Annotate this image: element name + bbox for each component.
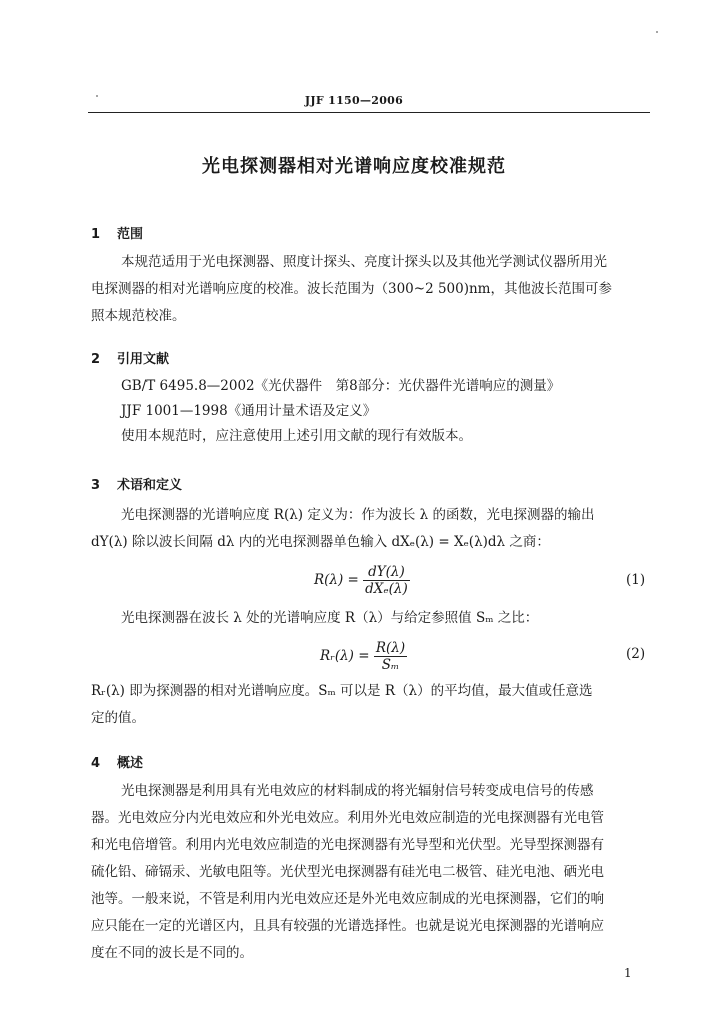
section-3-definition — [91, 502, 651, 556]
section-title: 引用文献 — [117, 352, 170, 367]
section-title: 术语和定义 — [117, 478, 183, 493]
section-number: 2 — [91, 352, 101, 367]
equation-lhs: Rᵣ(λ) = — [320, 648, 370, 664]
section-1-paragraph — [91, 249, 651, 330]
text-line: 度在不同的波长是不同的。 — [91, 945, 253, 961]
equation-1-number: (1) — [626, 572, 646, 588]
text-line: 电探测器的相对光谱响应度的校准。波长范围为（300~2 500)nm，其他波长范围可参 — [91, 281, 612, 297]
text-line: 应只能在一定的光谱区内，且具有较强的光谱选择性。也就是说光电探测器的光谱响应 — [91, 918, 604, 934]
section-number: 4 — [91, 756, 101, 771]
equation-1 — [314, 564, 410, 597]
fraction-numerator: dY(λ) — [363, 564, 410, 581]
text-line: 本规范适用于光电探测器、照度计探头、亮度计探头以及其他光学测试仪器所用光 — [121, 254, 607, 270]
text-line: 和光电倍增管。利用内光电效应制造的光电探测器有光导型和光伏型。光导型探测器有 — [91, 837, 604, 853]
fraction-denominator: dXₑ(λ) — [365, 581, 408, 597]
text-line: 器。光电效应分内光电效应和外光电效应。利用外光电效应制造的光电探测器有光电管 — [91, 810, 604, 826]
text-line: 光电探测器是利用具有光电效应的材料制成的将光辐射信号转变成电信号的传感 — [121, 783, 594, 799]
section-4-heading — [91, 752, 143, 771]
equation-fraction — [374, 640, 407, 673]
text-line: Rᵣ(λ) 即为探测器的相对光谱响应度。Sₘ 可以是 R（λ）的平均值，最大值或任意选 — [91, 683, 593, 699]
equation-lhs: R(λ) = — [314, 572, 359, 588]
section-3-relative-text — [91, 678, 651, 732]
text-line: 光电探测器的光谱响应度 R(λ) 定义为：作为波长 λ 的函数，光电探测器的输出 — [121, 507, 595, 523]
section-2-heading — [91, 348, 169, 367]
equation-2 — [320, 640, 407, 673]
text-line: 照本规范校准。 — [91, 308, 186, 324]
page-number: 1 — [624, 966, 632, 980]
document-title: 光电探测器相对光谱响应度校准规范 — [202, 156, 506, 177]
text-line: 光电探测器在波长 λ 处的光谱响应度 R（λ）与给定参照值 Sₘ 之比： — [121, 610, 539, 626]
reference-item: JJF 1001—1998《通用计量术语及定义》 — [121, 403, 377, 419]
equation-2-number: (2) — [626, 646, 646, 662]
reference-item: GB/T 6495.8—2002《光伏器件 第8部分：光伏器件光谱响应的测量》 — [121, 378, 561, 394]
text-line: 池等。一般来说，不管是利用内光电效应还是外光电效应制成的光电探测器，它们的响 — [91, 891, 604, 907]
text-line: 使用本规范时，应注意使用上述引用文献的现行有效版本。 — [121, 428, 472, 444]
text-line: 硫化铅、碲镉汞、光敏电阻等。光伏型光电探测器有硅光电二极管、硅光电池、硒光电 — [91, 864, 604, 880]
scan-speck — [656, 31, 658, 33]
section-3-ratio-text — [91, 605, 651, 632]
section-number: 3 — [91, 478, 101, 493]
section-4-paragraph — [91, 778, 651, 967]
section-number: 1 — [91, 227, 101, 242]
section-1-heading — [91, 223, 143, 242]
section-3-heading — [91, 474, 182, 493]
section-title: 范围 — [117, 227, 144, 242]
fraction-denominator: Sₘ — [381, 657, 400, 673]
section-2-references — [91, 374, 651, 449]
section-title: 概述 — [117, 756, 144, 771]
fraction-numerator: R(λ) — [375, 640, 406, 656]
text-line: dY(λ) 除以波长间隔 dλ 内的光电探测器单色输入 dXₑ(λ) = Xₑ(λ)dλ 之商： — [91, 534, 550, 550]
header-rule — [88, 112, 650, 113]
equation-fraction — [363, 564, 410, 597]
text-line: 定的值。 — [91, 710, 145, 726]
standard-code-header: JJF 1150—2006 — [304, 94, 404, 107]
